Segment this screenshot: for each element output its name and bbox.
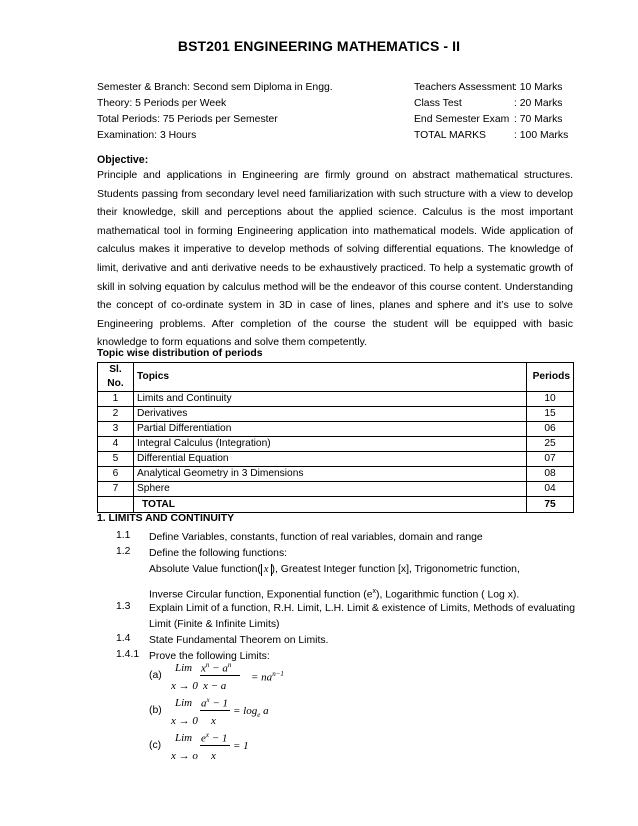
cell-topic: Partial Differentiation	[134, 422, 527, 437]
marks-label: Class Test	[414, 98, 462, 109]
item-number: 1.2	[116, 546, 131, 557]
examination-duration: Examination: 3 Hours	[97, 130, 197, 141]
cell-topic: Differential Equation	[134, 452, 527, 467]
lim-numerator	[201, 731, 227, 745]
marks-row	[414, 80, 572, 96]
num-sup: x	[205, 731, 209, 739]
cell-topic: Integral Calculus (Integration)	[134, 437, 527, 452]
col-header-topics: Topics	[134, 363, 527, 392]
table-row	[98, 437, 574, 452]
objective-text: Principle and applications in Engineering are firmly ground on abstract mathematical structures. Students passing from secondary level need familiarization with such structure with a view to develop their knowledge, skill and perceptions about the applied science. Calculus is the most important mathematical tool in forming Engineering application into mathematical models. Wide application of calculus makes it imperative to develop methods of solving differential equations. The knowledge of limit, derivative and anti derivative needs to be exhaustively practiced. To help a systematic growth of skill in solving equation by calculus method will be the endeavor of this course content. Understanding the concept of co-ordinate system in 3D in case of lines, planes and sphere and it’s use to solve Engineering problems. After completion of the course the student will be equipped with basic knowledge to form equations and solve them competently.	[97, 169, 573, 349]
inverse-prefix: Inverse Circular function, Exponential function (e	[149, 589, 373, 601]
lim-word: Lim	[175, 732, 193, 744]
item-text: Explain Limit of a function, R.H. Limit, L.H. Limit & existence of Limits, Methods of evaluating Limit (Finite & Infinite Limits)	[149, 603, 575, 630]
item-number: 1.1	[116, 530, 131, 541]
num-sup: x	[206, 696, 210, 704]
cell-sl: 7	[98, 482, 134, 497]
cell-periods: 10	[527, 392, 574, 407]
table-row	[98, 482, 574, 497]
objective-heading: Objective:	[97, 154, 149, 166]
limit-label: (a)	[149, 670, 162, 681]
marks-label: TOTAL MARKS	[414, 130, 486, 141]
lim-variable: x → o	[171, 750, 198, 762]
fraction-bar	[200, 675, 240, 676]
col-header-sl: Sl. No.	[98, 363, 134, 392]
rhs-base: = log	[233, 705, 258, 717]
lim-rhs	[233, 705, 269, 719]
marks-info	[414, 80, 572, 144]
cell-periods: 04	[527, 482, 574, 497]
marks-value: : 70 Marks	[514, 114, 563, 125]
cell-topic: Limits and Continuity	[134, 392, 527, 407]
num-rest: − a	[209, 662, 228, 675]
fraction-bar	[200, 710, 230, 711]
rhs-sup: n−1	[272, 670, 284, 678]
cell-periods: 07	[527, 452, 574, 467]
table-row	[98, 452, 574, 467]
lim-rhs: = 1	[233, 740, 249, 752]
lim-denominator: x − a	[203, 680, 227, 692]
theory-periods: Theory: 5 Periods per Week	[97, 98, 227, 109]
cell-periods: 06	[527, 422, 574, 437]
exp-superscript: x	[372, 588, 377, 595]
inverse-suffix: ), Logarithmic function ( Log x).	[376, 589, 520, 601]
abs-value-symbol: x	[261, 564, 272, 576]
cell-sl: 1	[98, 392, 134, 407]
num-base: a	[201, 697, 207, 710]
lim-variable: x → 0	[171, 715, 198, 727]
lim-numerator	[201, 696, 228, 710]
course-info	[97, 80, 333, 144]
table-total-row	[98, 497, 574, 513]
lim-denominator: x	[211, 715, 216, 727]
lim-rhs	[251, 670, 284, 684]
cell-topic: Analytical Geometry in 3 Dimensions	[134, 467, 527, 482]
rhs-sub: e	[257, 711, 261, 720]
item-text: Prove the following Limits:	[149, 651, 270, 662]
marks-value: : 100 Marks	[514, 130, 569, 141]
cell-periods: 08	[527, 467, 574, 482]
num-sup2: n	[227, 661, 232, 669]
table-row	[98, 467, 574, 482]
lim-word: Lim	[175, 697, 193, 709]
marks-label: End Semester Exam	[414, 114, 510, 125]
marks-row	[414, 96, 572, 112]
rhs-rest: a	[260, 705, 269, 717]
cell-empty	[98, 497, 134, 513]
cell-periods: 25	[527, 437, 574, 452]
item-number: 1.4	[116, 633, 131, 644]
cell-topic: Derivatives	[134, 407, 527, 422]
cell-periods: 15	[527, 407, 574, 422]
marks-value: : 10 Marks	[514, 82, 563, 93]
table-row	[98, 392, 574, 407]
fraction-bar	[200, 745, 230, 746]
item-text: Define Variables, constants, function of real variables, domain and range	[149, 532, 483, 543]
lim-variable: x → 0	[171, 680, 198, 692]
lim-numerator	[201, 661, 231, 675]
functions-line-1	[149, 562, 575, 578]
limit-label: (b)	[149, 705, 162, 716]
limit-label: (c)	[149, 740, 162, 751]
cell-sl: 4	[98, 437, 134, 452]
col-header-periods: Periods	[527, 363, 574, 392]
lim-denominator: x	[211, 750, 216, 762]
cell-sl: 2	[98, 407, 134, 422]
table-row	[98, 422, 574, 437]
semester-branch: Semester & Branch: Second sem Diploma in Engg.	[97, 82, 333, 93]
table-row	[98, 407, 574, 422]
abs-value-prefix: Absolute Value function(	[149, 564, 261, 575]
cell-sl: 3	[98, 422, 134, 437]
lim-word: Lim	[175, 662, 193, 674]
marks-row	[414, 128, 572, 144]
item-number: 1.4.1	[116, 649, 140, 660]
num-sup: n	[205, 661, 210, 669]
marks-label: Teachers Assessment	[414, 82, 516, 93]
table-header-row	[98, 363, 574, 392]
marks-row	[414, 112, 572, 128]
cell-sl: 6	[98, 467, 134, 482]
section-heading: 1. LIMITS AND CONTINUITY	[97, 513, 235, 524]
total-label: TOTAL	[134, 497, 527, 513]
num-rest: − 1	[209, 697, 229, 710]
total-value: 75	[527, 497, 574, 513]
total-periods: Total Periods: 75 Periods per Semester	[97, 114, 278, 125]
cell-topic: Sphere	[134, 482, 527, 497]
num-rest: − 1	[209, 732, 228, 745]
num-base: e	[201, 732, 206, 745]
item-number: 1.3	[116, 601, 131, 612]
topics-heading: Topic wise distribution of periods	[97, 348, 263, 359]
abs-value-suffix: ), Greatest Integer function [x], Trigonometric function,	[271, 564, 520, 575]
cell-sl: 5	[98, 452, 134, 467]
rhs-base: = na	[251, 671, 273, 684]
topics-table	[97, 362, 574, 513]
item-text: State Fundamental Theorem on Limits.	[149, 635, 329, 646]
item-text: Define the following functions:	[149, 548, 288, 559]
page-title: BST201 ENGINEERING MATHEMATICS - II	[177, 38, 461, 54]
num-base: x	[201, 662, 206, 675]
marks-value: : 20 Marks	[514, 98, 563, 109]
